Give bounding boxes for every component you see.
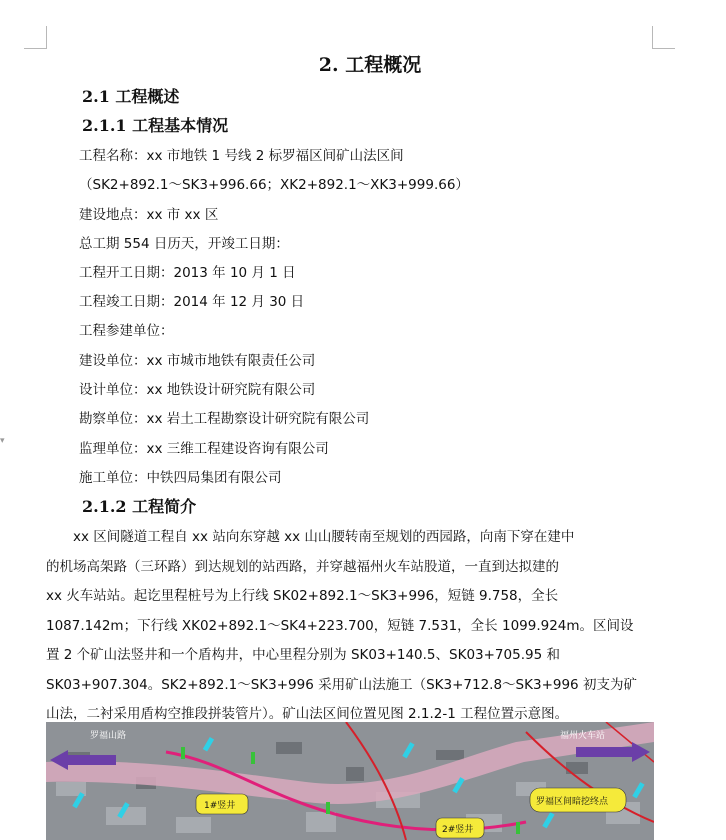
heading-2: 2.1 工程概述 [82, 87, 180, 106]
heading-3-project-intro: 2.1.2 工程简介 [82, 497, 197, 516]
map-image [46, 722, 654, 840]
map-label-shaft-2: 2#竖井 [442, 825, 474, 835]
paragraph-line: SK03+907.304。SK2+892.1～SK3+996 采用矿山法施工（SK3+712.8～SK3+996 初支为矿 [46, 677, 637, 693]
paragraph-line: 山法，二衬采用盾构空推段拼装管片）。矿山法区间位置见图 2.1.2-1 工程位置示意图。 [46, 706, 569, 722]
heading-3-basic-info: 2.1.1 工程基本情况 [82, 116, 229, 135]
crop-mark-top-right [652, 26, 675, 49]
info-line: 工程参建单位： [79, 323, 174, 339]
info-line: 工程开工日期：2013 年 10 月 1 日 [79, 265, 296, 281]
info-line: 勘察单位：xx 岩土工程勘察设计研究院有限公司 [79, 411, 370, 427]
info-line: 总工期 554 日历天，开竣工日期： [79, 236, 289, 252]
paragraph-line: 1087.142m；下行线 XK02+892.1～SK4+223.700，短链 7.531，全长 1099.924m。区间设 [46, 618, 634, 634]
map-label-left: 罗福山路 [90, 731, 127, 741]
map-label-right: 福州火车站 [560, 731, 606, 741]
info-line: （SK2+892.1～SK3+996.66；XK2+892.1～XK3+999.66） [79, 177, 469, 193]
map-label-shaft-1: 1#竖井 [204, 801, 236, 811]
info-line: 建设地点：xx 市 xx 区 [79, 207, 219, 223]
info-line: 工程名称：xx 市地铁 1 号线 2 标罗福区间矿山法区间 [79, 148, 404, 164]
info-line: 监理单位：xx 三维工程建设咨询有限公司 [79, 441, 329, 457]
heading-1: 2. 工程概况 [318, 54, 422, 76]
paragraph-line: 置 2 个矿山法竖井和一个盾构井，中心里程分别为 SK03+140.5、SK03+705.95 和 [46, 647, 560, 663]
info-line: 工程竣工日期：2014 年 12 月 30 日 [79, 294, 305, 310]
paragraph-line: xx 火车站站。起讫里程桩号为上行线 SK02+892.1～SK3+996，短链 9.758，全长 [46, 588, 559, 604]
info-line: 施工单位：中铁四局集团有限公司 [79, 470, 282, 486]
margin-marker: ▾ [0, 436, 5, 446]
paragraph-line: xx 区间隧道工程自 xx 站向东穿越 xx 山山腰转南至规划的西园路，向南下穿在建中 [46, 529, 575, 545]
info-line: 建设单位：xx 市城市地铁有限责任公司 [79, 353, 316, 369]
location-map-figure [46, 722, 654, 840]
crop-mark-top-left [24, 26, 47, 49]
info-line: 设计单位：xx 地铁设计研究院有限公司 [79, 382, 316, 398]
paragraph-line: 的机场高架路（三环路）到达规划的站西路，并穿越福州火车站股道，一直到达拟建的 [46, 559, 559, 575]
map-label-endpoint: 罗福区间暗挖终点 [536, 797, 609, 807]
